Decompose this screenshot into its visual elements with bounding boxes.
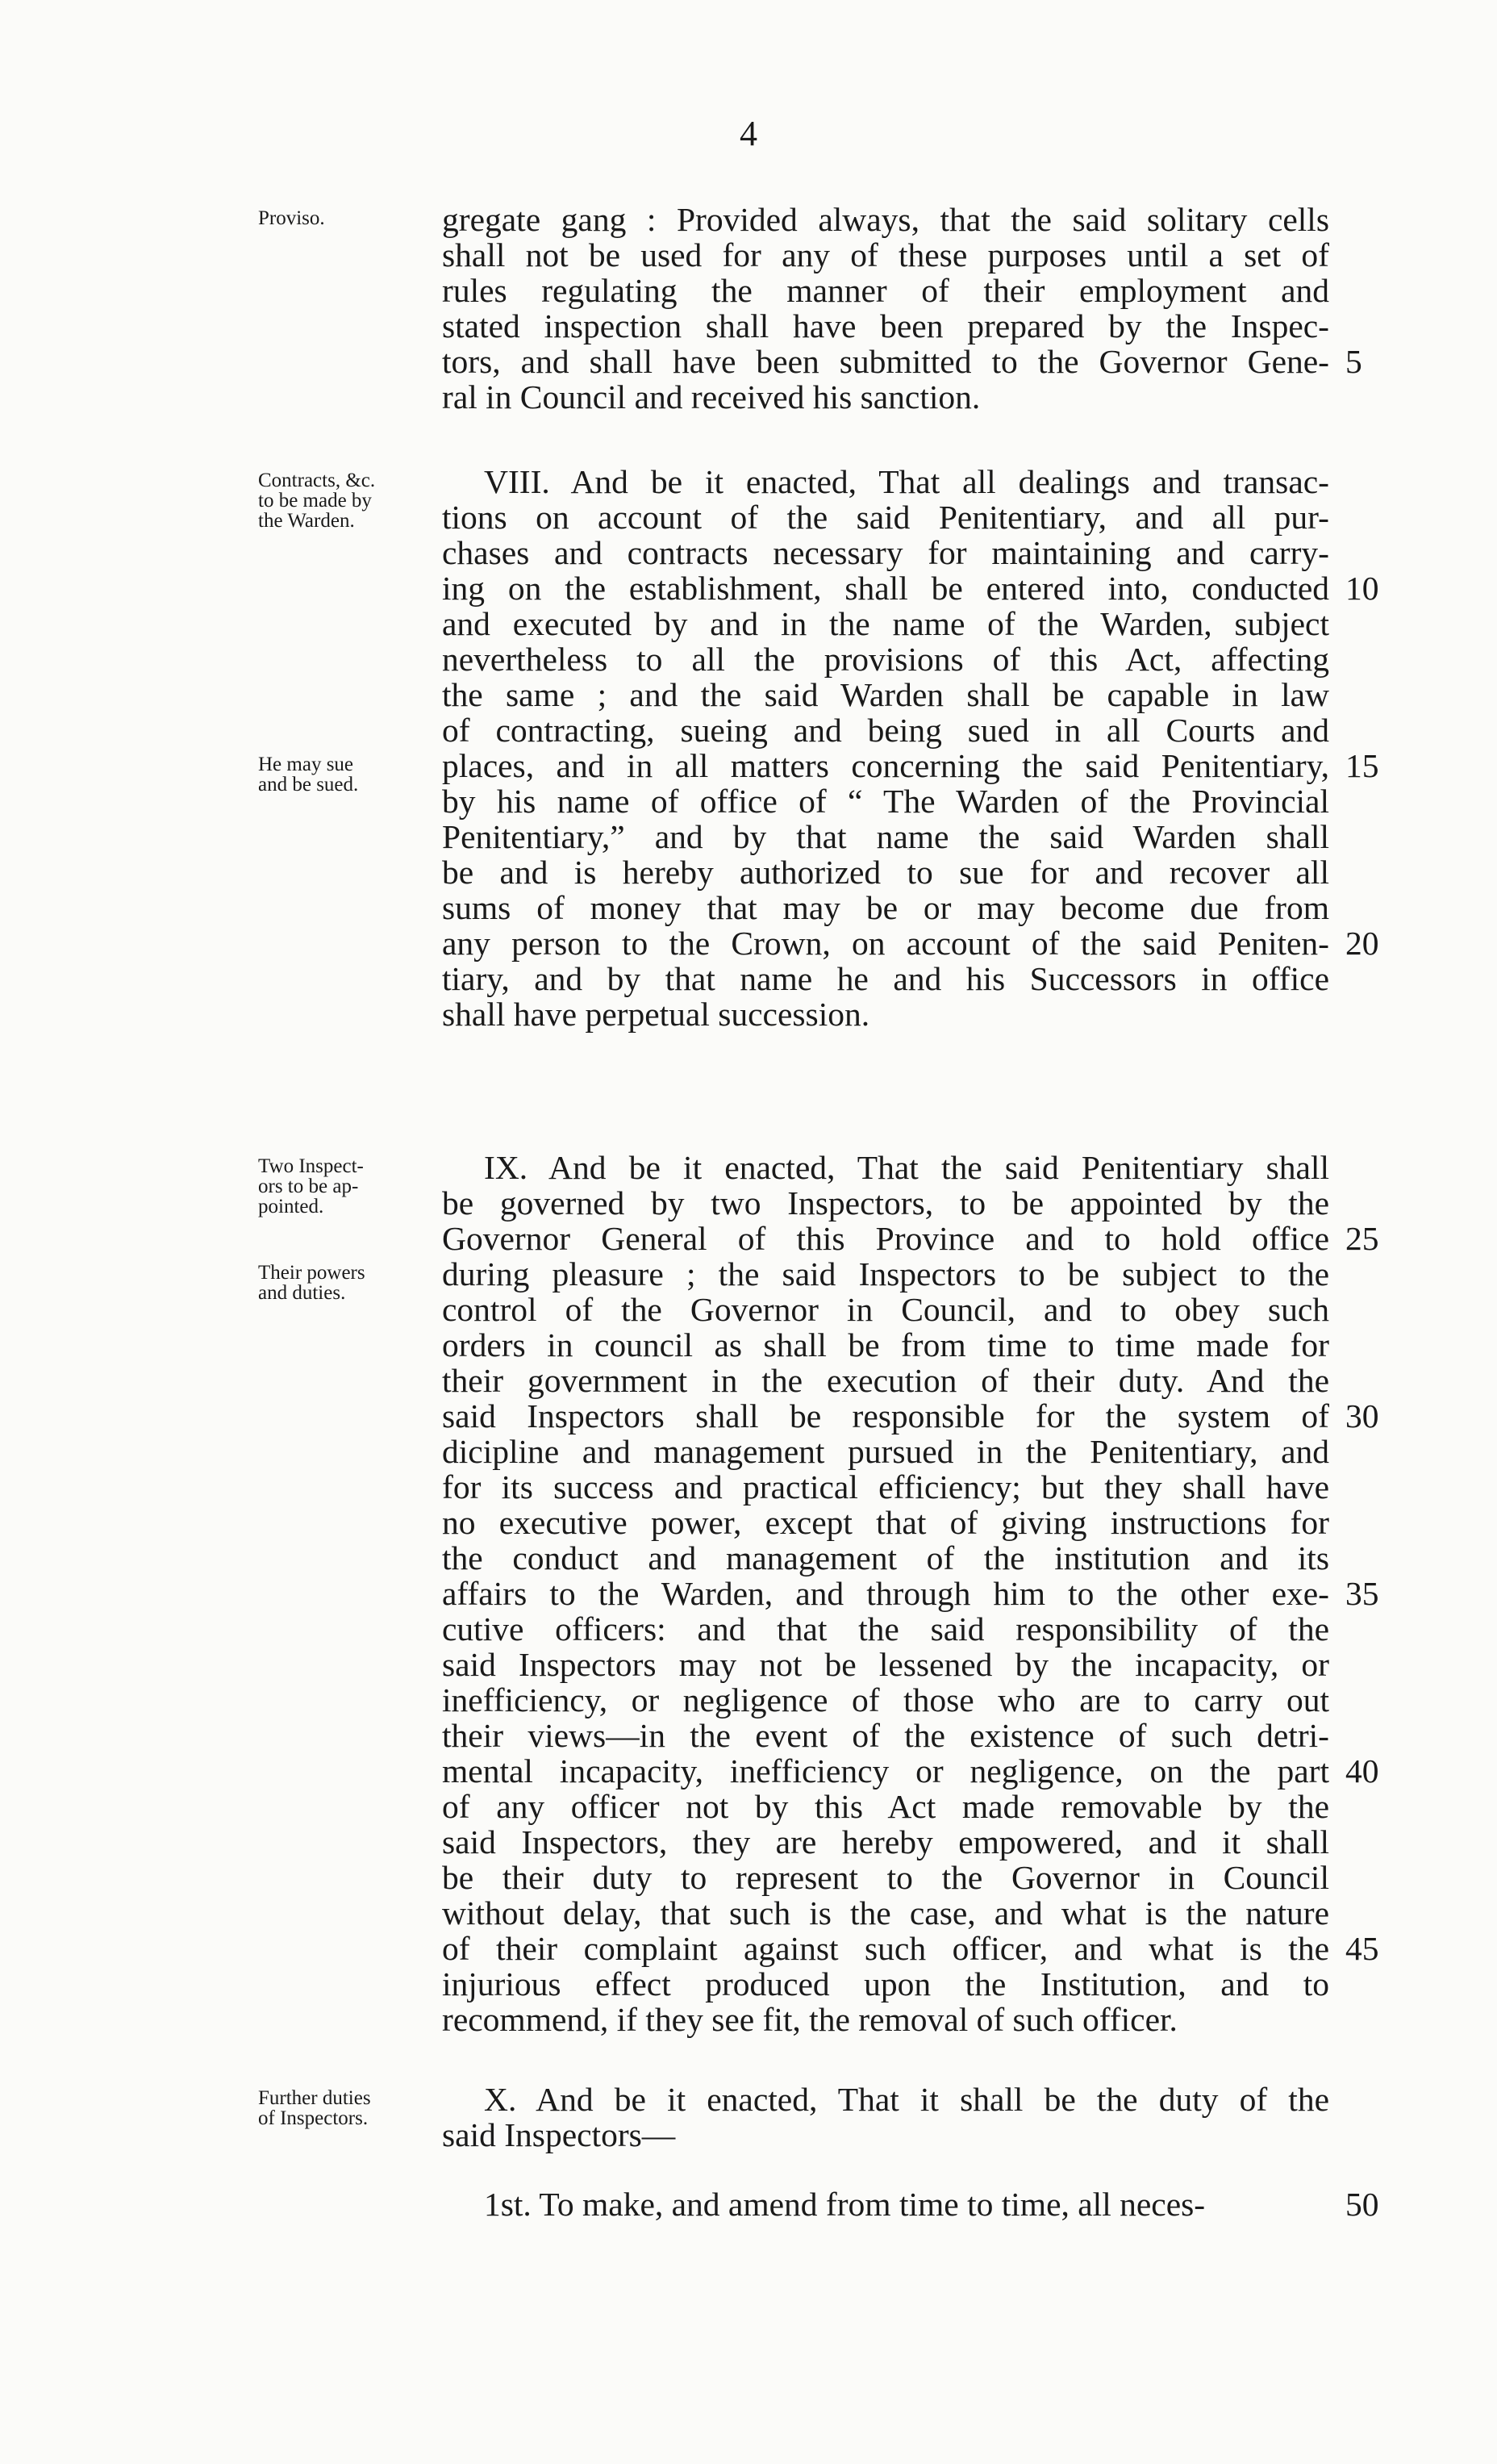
text-line: mental incapacity, inefficiency or negligence, on the part [442,1752,1329,1790]
text-line: chases and contracts necessary for maintaining and carry- [442,534,1329,571]
text-line: cutive officers: and that the said responsibility of the [442,1610,1329,1648]
text-line: control of the Governor in Council, and to obey such [442,1291,1329,1328]
marginal-note: Proviso. [258,207,325,229]
text-line: of their complaint against such officer, and what is the [442,1930,1329,1967]
text-line: affairs to the Warden, and through him to the other exe- [442,1575,1329,1612]
text-line: tors, and shall have been submitted to the Governor Gene- [442,343,1329,380]
text-line: by his name of office of “ The Warden of the Provincial [442,783,1329,820]
marginal-note: Further duties of Inspectors. [258,2087,371,2129]
text-line: any person to the Crown, on account of the said Peniten- [442,925,1329,962]
text-line: said Inspectors may not be lessened by the incapacity, or [442,1646,1329,1683]
text-line: said Inspectors— [442,2116,676,2153]
text-line: during pleasure ; the said Inspectors to be subject to the [442,1255,1329,1293]
marginal-note: Two Inspect- ors to be ap- pointed. [258,1155,364,1217]
text-line: be their duty to represent to the Governor in Council [442,1859,1329,1896]
text-line: ral in Council and received his sanction. [442,378,981,416]
text-line: injurious effect produced upon the Institution, and to [442,1965,1329,2003]
text-line: the same ; and the said Warden shall be capable in law [442,676,1329,713]
text-line: shall have perpetual succession. [442,996,870,1033]
marginal-note: Contracts, &c. to be made by the Warden. [258,470,376,532]
text-line: no executive power, except that of giving instructions for [442,1504,1329,1541]
text-line: rules regulating the manner of their employment and [442,272,1329,309]
text-line: for its success and practical efficiency; but they shall have [442,1468,1329,1506]
text-line: their government in the execution of their duty. And the [442,1362,1329,1399]
line-number: 45 [1345,1930,1379,1967]
text-line: sums of money that may be or may become due from [442,889,1329,926]
text-line: be governed by two Inspectors, to be appointed by the [442,1184,1329,1222]
line-number: 25 [1345,1220,1379,1257]
text-line: nevertheless to all the provisions of this Act, affecting [442,641,1329,678]
text-line: be and is hereby authorized to sue for and recover all [442,854,1329,891]
text-line: Penitentiary,” and by that name the said Warden shall [442,818,1329,855]
line-number: 30 [1345,1397,1379,1435]
text-line: said Inspectors, they are hereby empowered, and it shall [442,1823,1329,1861]
line-number: 35 [1345,1575,1379,1612]
text-line: Governor General of this Province and to hold office [442,1220,1329,1257]
text-line: gregate gang : Provided always, that the said solitary cells [442,201,1329,238]
text-line: inefficiency, or negligence of those who are to carry out [442,1681,1329,1719]
text-line: orders in council as shall be from time to time made for [442,1326,1329,1364]
line-number: 20 [1345,925,1379,962]
marginal-note: He may sue and be sued. [258,754,359,796]
text-line: VIII. And be it enacted, That all dealings and transac- [484,463,1329,500]
text-line: of any officer not by this Act made removable by the [442,1788,1329,1825]
text-line: their views—in the event of the existence of such detri- [442,1717,1329,1754]
text-line: 1st. To make, and amend from time to time, all neces- [484,2186,1206,2223]
text-line: tiary, and by that name he and his Successors in office [442,960,1329,997]
line-number: 40 [1345,1752,1379,1790]
line-number: 5 [1345,343,1362,380]
text-line: without delay, that such is the case, and what is the nature [442,1894,1329,1932]
text-line: places, and in all matters concerning the said Penitentiary, [442,747,1329,784]
text-line: shall not be used for any of these purposes until a set of [442,236,1329,274]
text-line: X. And be it enacted, That it shall be the duty of the [484,2081,1329,2118]
line-number: 50 [1345,2186,1379,2223]
text-line: dicipline and management pursued in the Penitentiary, and [442,1433,1329,1470]
line-number: 15 [1345,747,1379,784]
text-line: stated inspection shall have been prepared by the Inspec- [442,307,1329,345]
text-line: of contracting, sueing and being sued in all Courts and [442,712,1329,749]
text-line: ing on the establishment, shall be entered into, conducted [442,570,1329,607]
marginal-note: Their powers and duties. [258,1262,365,1304]
text-line: and executed by and in the name of the Warden, subject [442,605,1329,642]
text-line: the conduct and management of the institution and its [442,1539,1329,1577]
text-line: tions on account of the said Penitentiary, and all pur- [442,499,1329,536]
line-number: 10 [1345,570,1379,607]
page-number: 4 [740,114,757,153]
text-line: IX. And be it enacted, That the said Penitentiary shall [484,1149,1329,1186]
text-line: said Inspectors shall be responsible for the system of [442,1397,1329,1435]
text-line: recommend, if they see fit, the removal of such officer. [442,2001,1178,2038]
